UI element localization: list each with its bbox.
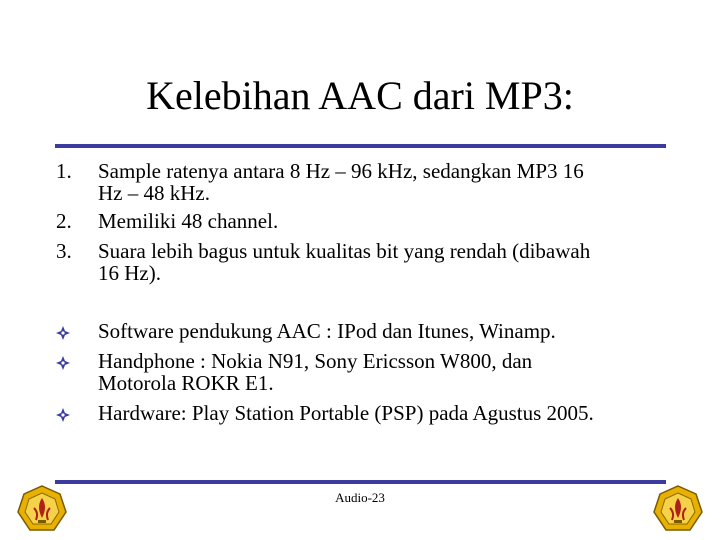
item-number: 2. bbox=[56, 209, 72, 233]
university-emblem-icon bbox=[652, 484, 704, 534]
slide-title-text: Kelebihan AAC dari MP3: bbox=[146, 73, 574, 118]
item-text: Hardware: Play Station Portable (PSP) pada Agustus 2005. bbox=[98, 401, 594, 425]
item-text: Suara lebih bagus untuk kualitas bit yang rendah (dibawah bbox=[98, 239, 591, 263]
bullet-list bbox=[56, 320, 676, 424]
numbered-list bbox=[56, 160, 676, 284]
list-item bbox=[56, 160, 676, 204]
diamond-bullet-icon bbox=[56, 350, 96, 372]
university-emblem-icon bbox=[16, 484, 68, 534]
diamond-bullet-icon bbox=[56, 402, 96, 424]
item-text: Software pendukung AAC : IPod dan Itunes, Winamp. bbox=[98, 319, 556, 343]
item-number: 1. bbox=[56, 159, 72, 183]
list-item bbox=[56, 320, 676, 342]
slide-footer: Audio-23 bbox=[335, 490, 385, 505]
list-item bbox=[56, 350, 676, 394]
list-item bbox=[56, 240, 676, 284]
list-item bbox=[56, 402, 676, 424]
list-item bbox=[56, 210, 676, 232]
item-text: Sample ratenya antara 8 Hz – 96 kHz, sedangkan MP3 16 bbox=[98, 159, 584, 183]
item-text: Memiliki 48 channel. bbox=[98, 209, 279, 233]
bottom-divider bbox=[55, 480, 666, 484]
item-text-continued: 16 Hz). bbox=[98, 261, 161, 285]
top-divider bbox=[55, 144, 666, 148]
item-number: 3. bbox=[56, 239, 72, 263]
slide-title bbox=[0, 72, 720, 120]
diamond-bullet-icon bbox=[56, 320, 96, 342]
item-text-continued: Hz – 48 kHz. bbox=[98, 181, 210, 205]
item-text: Handphone : Nokia N91, Sony Ericsson W800, dan bbox=[98, 349, 533, 373]
item-text-continued: Motorola ROKR E1. bbox=[98, 371, 274, 395]
